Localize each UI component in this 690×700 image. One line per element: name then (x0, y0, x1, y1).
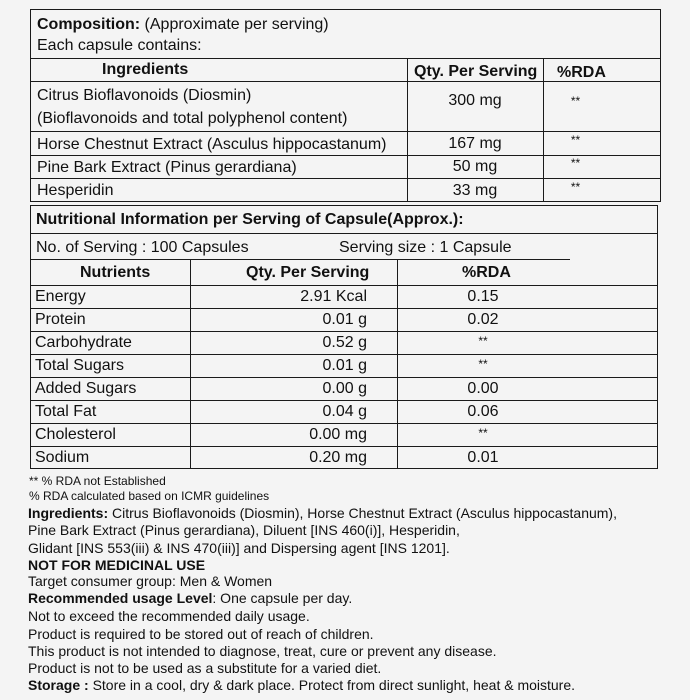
serving-size: Serving size : 1 Capsule (339, 239, 512, 256)
composition-note: (Approximate per serving) (144, 16, 329, 33)
nutrient-name: Total Sugars (35, 357, 124, 374)
footnote-rda-not-established: ** % RDA not Established (29, 474, 166, 488)
header-rda: %RDA (557, 64, 606, 81)
nutrient-rda: ** (478, 334, 488, 348)
nutrient-name: Carbohydrate (35, 334, 132, 351)
nutrient-name: Total Fat (35, 403, 97, 420)
ingredient-name: Pine Bark Extract (Pinus gerardiana) (37, 159, 297, 176)
nutrient-rda: 0.15 (467, 288, 499, 305)
ingredient-qty: 50 mg (452, 158, 498, 175)
nutrient-name: Sodium (35, 449, 90, 466)
ingredient-name: Horse Chestnut Extract (Asculus hippocastanum) (37, 136, 387, 153)
children-warning: Product is required to be stored out of reach of children. (28, 626, 374, 642)
ingredient-qty: 33 mg (452, 182, 498, 199)
ingredient-name: Hesperidin (37, 182, 114, 199)
nutrient-rda: 0.02 (467, 311, 499, 328)
nutrient-qty: 0.01 g (322, 311, 367, 328)
ingredient-qty: 167 mg (448, 135, 502, 152)
header-ingredients: Ingredients (102, 61, 189, 78)
nutrient-rda: 0.01 (467, 449, 499, 466)
storage-label: Storage : (28, 677, 89, 693)
recommended-usage (28, 590, 352, 607)
ingredient-qty: 300 mg (448, 92, 502, 109)
nutrient-name: Added Sugars (35, 380, 137, 397)
nutrient-rda: ** (478, 426, 488, 440)
ingredients-paragraph (28, 505, 617, 522)
ingredient-rda: ** (570, 94, 581, 108)
nutrition-title: Nutritional Information per Serving of Capsule(Approx.): (36, 211, 464, 228)
usage-label: Recommended usage Level (28, 590, 213, 606)
nutrient-qty: 0.20 mg (309, 449, 367, 466)
ingredient-rda: ** (570, 156, 581, 170)
not-medicinal-notice: NOT FOR MEDICINAL USE (28, 557, 206, 573)
storage-value: Store in a cool, dry & dark place. Protect from direct sunlight, heat & moisture. (88, 677, 576, 693)
ingredients-label: Ingredients: (28, 505, 109, 521)
diet-disclaimer: Product is not to be used as a substitute for a varied diet. (28, 660, 382, 676)
nutrient-qty: 0.00 mg (309, 426, 367, 443)
usage-value: : One capsule per day. (212, 590, 353, 606)
nutrient-name: Energy (35, 288, 86, 305)
target-consumer-group: Target consumer group: Men & Women (28, 573, 273, 589)
each-capsule-text: Each capsule contains: (37, 37, 202, 54)
header-qty-per-serving: Qty. Per Serving (414, 63, 538, 80)
header-rda: %RDA (462, 264, 511, 281)
ingredients-line: Glidant [INS 553(iii) & INS 470(iii)] and Dispersing agent [INS 1201]. (28, 540, 450, 556)
header-qty-per-serving: Qty. Per Serving (246, 264, 370, 281)
nutrient-qty: 0.01 g (322, 357, 367, 374)
nutrient-qty: 0.04 g (322, 403, 367, 420)
number-of-servings: No. of Serving : 100 Capsules (36, 239, 249, 256)
nutrient-name: Protein (35, 311, 86, 328)
usage-limit-text: Not to exceed the recommended daily usage. (28, 608, 310, 624)
ingredients-line: Citrus Bioflavonoids (Diosmin), Horse Chestnut Extract (Asculus hippocastanum), (112, 505, 617, 521)
nutrient-rda: 0.06 (467, 403, 499, 420)
nutrient-name: Cholesterol (35, 426, 116, 443)
storage-instructions (28, 677, 575, 694)
ingredient-rda: ** (570, 133, 581, 147)
composition-label: Composition: (37, 16, 141, 33)
nutrient-qty: 2.91 Kcal (300, 288, 367, 305)
footnote-rda-icmr: % RDA calculated based on ICMR guidelines (29, 489, 270, 503)
ingredient-name-detail: (Bioflavonoids and total polyphenol content) (37, 110, 348, 127)
composition-heading (37, 15, 329, 34)
ingredient-name: Citrus Bioflavonoids (Diosmin) (37, 87, 252, 104)
ingredient-rda: ** (570, 180, 581, 194)
nutrient-qty: 0.00 g (322, 380, 367, 397)
nutrient-rda: ** (478, 357, 488, 371)
nutrient-rda: 0.00 (467, 380, 499, 397)
disease-disclaimer: This product is not intended to diagnose, treat, cure or prevent any disease. (28, 643, 497, 659)
nutrient-qty: 0.52 g (322, 334, 367, 351)
header-nutrients: Nutrients (80, 264, 151, 281)
ingredients-line: Pine Bark Extract (Pinus gerardiana), Diluent [INS 460(i)], Hesperidin, (28, 522, 460, 538)
